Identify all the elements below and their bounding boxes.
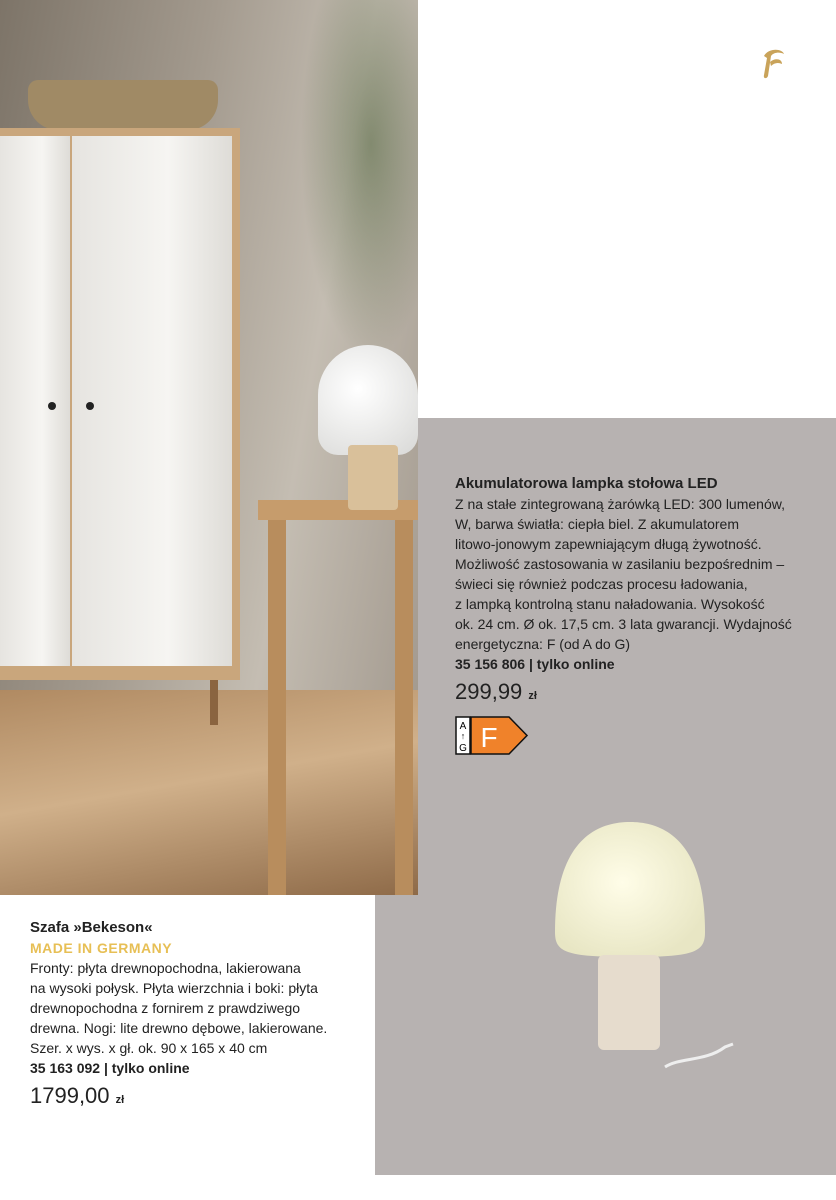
wardrobe-sku: 35 163 092 | tylko online <box>30 1060 190 1076</box>
lamp-in-scene <box>318 345 418 455</box>
wardrobe-description-line: drewna. Nogi: lite drewno dębowe, lakierowane. <box>30 1020 328 1036</box>
lamp-description-line: z lampką kontrolną stanu naładowania. Wysokość <box>455 596 765 612</box>
energy-scale-top: A <box>459 721 467 732</box>
lamp-info <box>455 474 792 756</box>
tchibo-logo-icon <box>758 46 788 80</box>
lamp-description-line: litowo-jonowym zapewniającym długą żywotność. <box>455 536 762 552</box>
wardrobe-description-line: na wysoki połysk. Płyta wierzchnia i boki: płyta <box>30 980 318 996</box>
lamp-description-line: Z na stałe zintegrowaną żarówką LED: 300 lumenów, <box>455 496 785 512</box>
wardrobe-image <box>0 128 240 680</box>
basket <box>28 80 218 130</box>
lamp-description-line: świeci się również podczas procesu ładowania, <box>455 576 748 592</box>
energy-class: F <box>480 722 498 753</box>
wardrobe-info <box>30 918 327 1114</box>
energy-scale-bottom: G <box>459 743 467 754</box>
lamp-description-line: W, barwa światła: ciepła biel. Z akumulatorem <box>455 516 739 532</box>
wardrobe-room-photo <box>0 0 418 895</box>
lamp-title: Akumulatorowa lampka stołowa LED <box>455 475 718 492</box>
wardrobe-description-line: Szer. x wys. x gł. ok. 90 x 165 x 40 cm <box>30 1040 268 1056</box>
lamp-product-image <box>555 822 755 1082</box>
wardrobe-description-line: drewnopochodna z fornirem z prawdziwego <box>30 1000 301 1016</box>
wardrobe-origin: MADE IN GERMANY <box>30 940 173 956</box>
lamp-description-line: ok. 24 cm. Ø ok. 17,5 cm. 3 lata gwarancji. Wydajność <box>455 616 792 632</box>
lamp-description-line: energetyczna: F (od A do G) <box>455 636 631 652</box>
lamp-price: 299,99 zł <box>455 679 537 704</box>
wardrobe-price: 1799,00 zł <box>30 1083 125 1108</box>
wardrobe-description-line: Fronty: płyta drewnopochodna, lakierowana <box>30 960 301 976</box>
lamp-sku: 35 156 806 | tylko online <box>455 656 615 672</box>
wardrobe-title: Szafa »Bekeson« <box>30 919 153 936</box>
lamp-description-line: Możliwość zastosowania w zasilaniu bezpośrednim – <box>455 556 785 572</box>
svg-text:↑: ↑ <box>460 731 466 741</box>
energy-label-icon <box>455 716 530 756</box>
